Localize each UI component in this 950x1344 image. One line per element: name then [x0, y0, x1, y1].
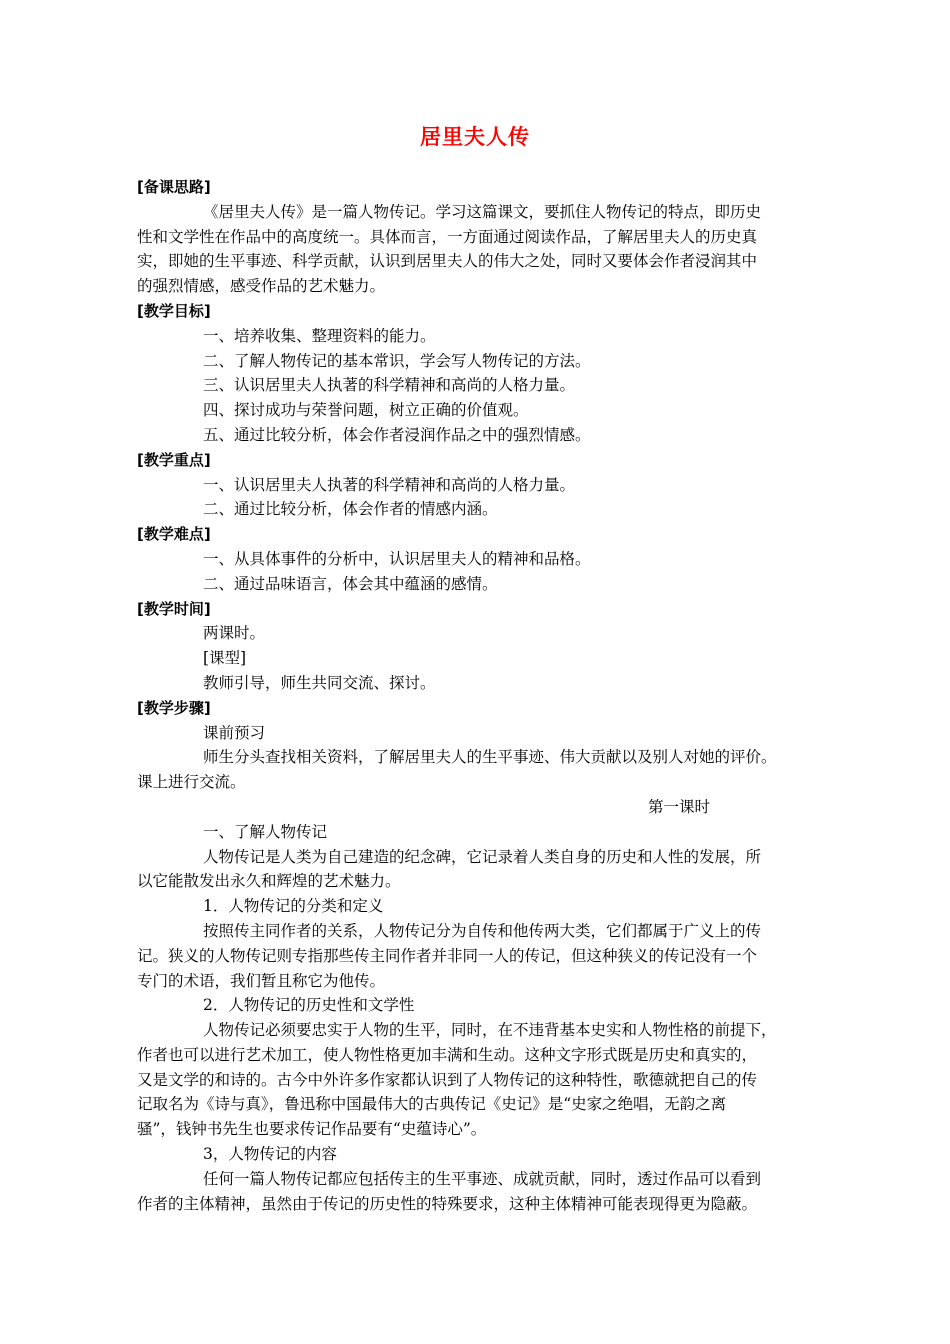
paragraph-line: 实，即她的生平事迹、科学贡献，认识到居里夫人的伟大之处，同时又要体会作者浸润其中	[137, 252, 758, 271]
paragraph-line: 按照传主同作者的关系，人物传记分为自传和他传两大类，它们都属于广义上的传	[203, 921, 762, 940]
paragraph-line: 二、通过比较分析，体会作者的情感内涵。	[203, 500, 498, 519]
paragraph-line: 课上进行交流。	[137, 773, 246, 792]
section-heading: [备课思路]	[137, 178, 211, 196]
section-heading: [教学时间]	[137, 599, 211, 618]
paragraph-line: [课型]	[203, 649, 247, 668]
paragraph-line: 3，人物传记的内容	[203, 1145, 337, 1164]
paragraph-line: 记取名为《诗与真》，鲁迅称中国最伟大的古典传记《史记》是“史家之绝唱，无韵之离	[137, 1095, 727, 1114]
document-title: 居里夫人传	[420, 125, 530, 149]
document-body	[137, 175, 819, 1216]
section-heading: [教学重点]	[137, 450, 211, 469]
paragraph-line: 教师引导，师生共同交流、探讨。	[203, 673, 436, 692]
paragraph-line: 人物传记必须要忠实于人物的生平，同时，在不违背基本史实和人物性格的前提下，	[203, 1021, 777, 1040]
section-heading: [教学目标]	[137, 301, 211, 320]
paragraph-line: 以它能散发出永久和辉煌的艺术魅力。	[137, 872, 401, 891]
paragraph-line: 一、认识居里夫人执著的科学精神和高尚的人格力量。	[203, 475, 576, 494]
paragraph-line: 的强烈情感，感受作品的艺术魅力。	[137, 277, 386, 296]
paragraph-line: 骚”，钱钟书先生也要求传记作品要有“史蕴诗心”。	[137, 1120, 487, 1139]
paragraph-line: 2．人物传记的历史性和文学性	[203, 996, 415, 1015]
lesson-label: 第一课时	[648, 797, 711, 816]
paragraph-line: 一、从具体事件的分析中，认识居里夫人的精神和品格。	[203, 549, 591, 568]
paragraph-line: 作者的主体精神，虽然由于传记的历史性的特殊要求，这种主体精神可能表现得更为隐蔽。	[137, 1194, 758, 1213]
paragraph-line: 课前预习	[203, 723, 266, 742]
section-heading: [教学难点]	[137, 525, 211, 544]
paragraph-line: 《居里夫人传》是一篇人物传记。学习这篇课文，要抓住人物传记的特点，即历史	[203, 202, 762, 221]
paragraph-line: 人物传记是人类为自己建造的纪念碑，它记录着人类自身的历史和人性的发展，所	[203, 847, 762, 866]
paragraph-line: 二、了解人物传记的基本常识，学会写人物传记的方法。	[203, 351, 591, 370]
paragraph-line: 任何一篇人物传记都应包括传主的生平事迹、成就贡献，同时，透过作品可以看到	[203, 1169, 762, 1188]
paragraph-line: 五、通过比较分析，体会作者浸润作品之中的强烈情感。	[203, 425, 591, 444]
paragraph-line: 师生分头查找相关资料，了解居里夫人的生平事迹、伟大贡献以及别人对她的评价。	[203, 748, 777, 767]
paragraph-line: 记。狭义的人物传记则专指那些传主同作者并非同一人的传记，但这种狭义的传记没有一个	[137, 946, 758, 965]
paragraph-line: 专门的术语，我们暂且称它为他传。	[137, 971, 386, 990]
paragraph-line: 1．人物传记的分类和定义	[203, 897, 384, 916]
paragraph-line: 四、探讨成功与荣誉问题，树立正确的价值观。	[203, 401, 529, 420]
paragraph-line: 二、通过品味语言，体会其中蕴涵的感情。	[203, 574, 498, 593]
paragraph-line: 又是文学的和诗的。古今中外许多作家都认识到了人物传记的这种特性，歌德就把自己的传	[137, 1070, 758, 1089]
paragraph-line: 三、认识居里夫人执著的科学精神和高尚的人格力量。	[203, 376, 576, 395]
paragraph-line: 性和文学性在作品中的高度统一。具体而言，一方面通过阅读作品，了解居里夫人的历史真	[137, 227, 758, 246]
section-heading: [教学步骤]	[137, 698, 211, 717]
paragraph-line: 两课时。	[203, 624, 266, 643]
paragraph-line: 一、培养收集、整理资料的能力。	[203, 326, 436, 345]
paragraph-line: 作者也可以进行艺术加工，使人物性格更加丰满和生动。这种文字形式既是历史和真实的，	[137, 1045, 758, 1064]
paragraph-line: 一、了解人物传记	[203, 822, 328, 841]
